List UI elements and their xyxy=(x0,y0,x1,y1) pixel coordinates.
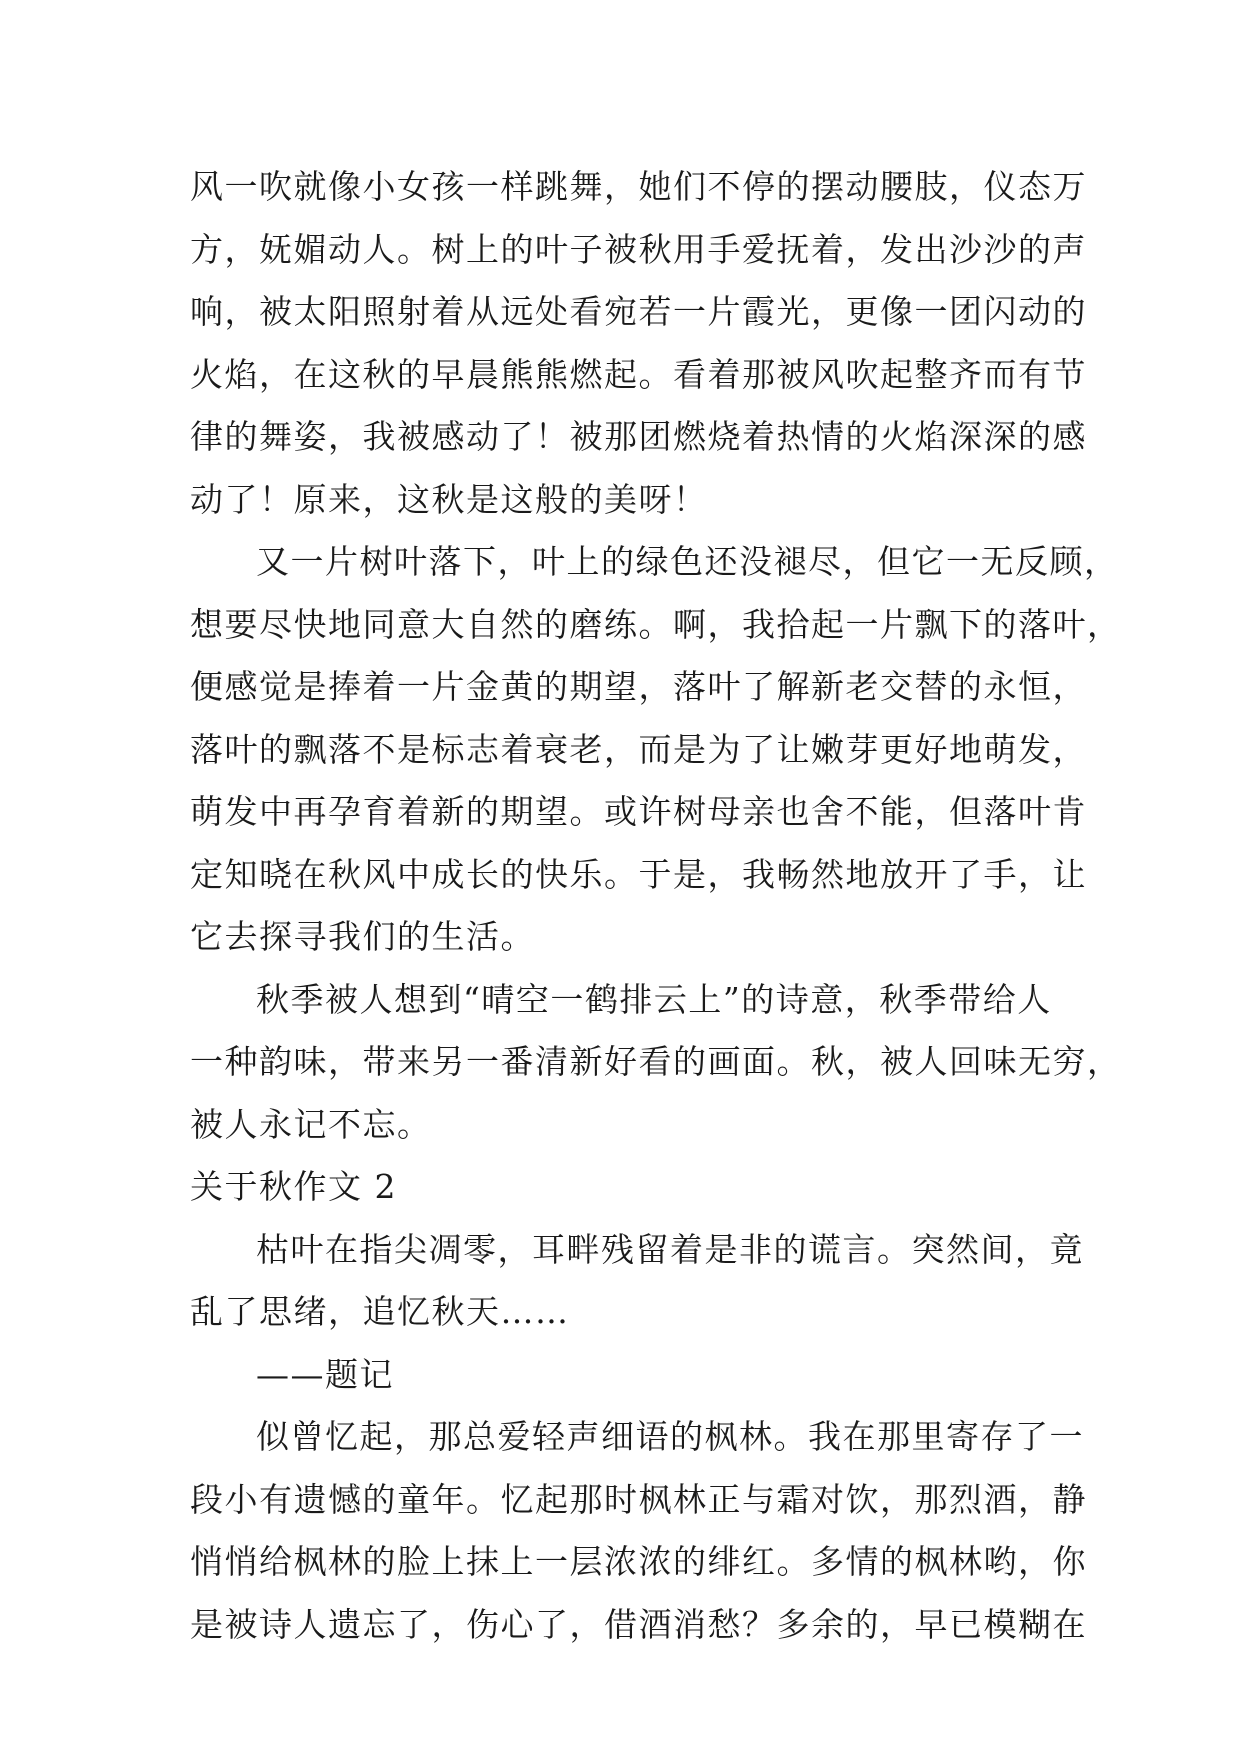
paragraph-first-line: 枯叶在指尖凋零，耳畔残留着是非的谎言。突然间，竟 xyxy=(256,1229,1084,1269)
text-line: 响，被太阳照射着从远处看宛若一片霞光，更像一团闪动的 xyxy=(190,292,1087,331)
text-line: 是被诗人遗忘了，伤心了，借酒消愁？多余的，早已模糊在 xyxy=(190,1604,1087,1644)
text-line: 落叶的飘落不是标志着衰老，而是为了让嫩芽更好地萌发， xyxy=(190,729,1087,769)
paragraph-first-line: 秋季被人想到“晴空一鹤排云上”的诗意，秋季带给人 xyxy=(256,979,1052,1019)
text-line: 段小有遗憾的童年。忆起那时枫林正与霜对饮，那烈酒，静 xyxy=(190,1479,1087,1519)
text-line: 一种韵味，带来另一番清新好看的画面。秋，被人回味无穷， xyxy=(190,1042,1122,1081)
text-line: 方，妩媚动人。树上的叶子被秋用手爱抚着，发出沙沙的声 xyxy=(190,229,1087,269)
text-line: 它去探寻我们的生活。 xyxy=(190,917,535,956)
text-line: 定知晓在秋风中成长的快乐。于是，我畅然地放开了手，让 xyxy=(190,854,1087,894)
text-line: 风一吹就像小女孩一样跳舞，她们不停的摆动腰肢，仪态万 xyxy=(190,167,1087,206)
paragraph-first-line: 又一片树叶落下，叶上的绿色还没褪尽，但它一无反顾， xyxy=(256,542,1119,581)
text-line: 萌发中再孕育着新的期望。或许树母亲也舍不能，但落叶肯 xyxy=(190,792,1087,831)
text-line: 便感觉是捧着一片金黄的期望，落叶了解新老交替的永恒， xyxy=(190,667,1087,706)
text-line: 动了！原来，这秋是这般的美呀！ xyxy=(190,479,708,519)
section-heading: 关于秋作文 2 xyxy=(190,1167,397,1206)
text-line: 想要尽快地同意大自然的磨练。啊，我拾起一片飘下的落叶， xyxy=(190,604,1122,644)
paragraph-first-line: 似曾忆起，那总爱轻声细语的枫林。我在那里寄存了一 xyxy=(256,1417,1084,1456)
document-page xyxy=(190,156,1122,1656)
text-line: 火焰，在这秋的早晨熊熊燃起。看着那被风吹起整齐而有节 xyxy=(190,354,1087,394)
text-line: 律的舞姿，我被感动了！被那团燃烧着热情的火焰深深的感 xyxy=(190,417,1087,456)
epigraph-attribution: ——题记 xyxy=(256,1354,394,1394)
text-line: 被人永记不忘。 xyxy=(190,1104,432,1144)
text-line: 乱了思绪，追忆秋天…… xyxy=(190,1292,570,1331)
text-line: 悄悄给枫林的脸上抹上一层浓浓的绯红。多情的枫林哟，你 xyxy=(190,1542,1087,1581)
